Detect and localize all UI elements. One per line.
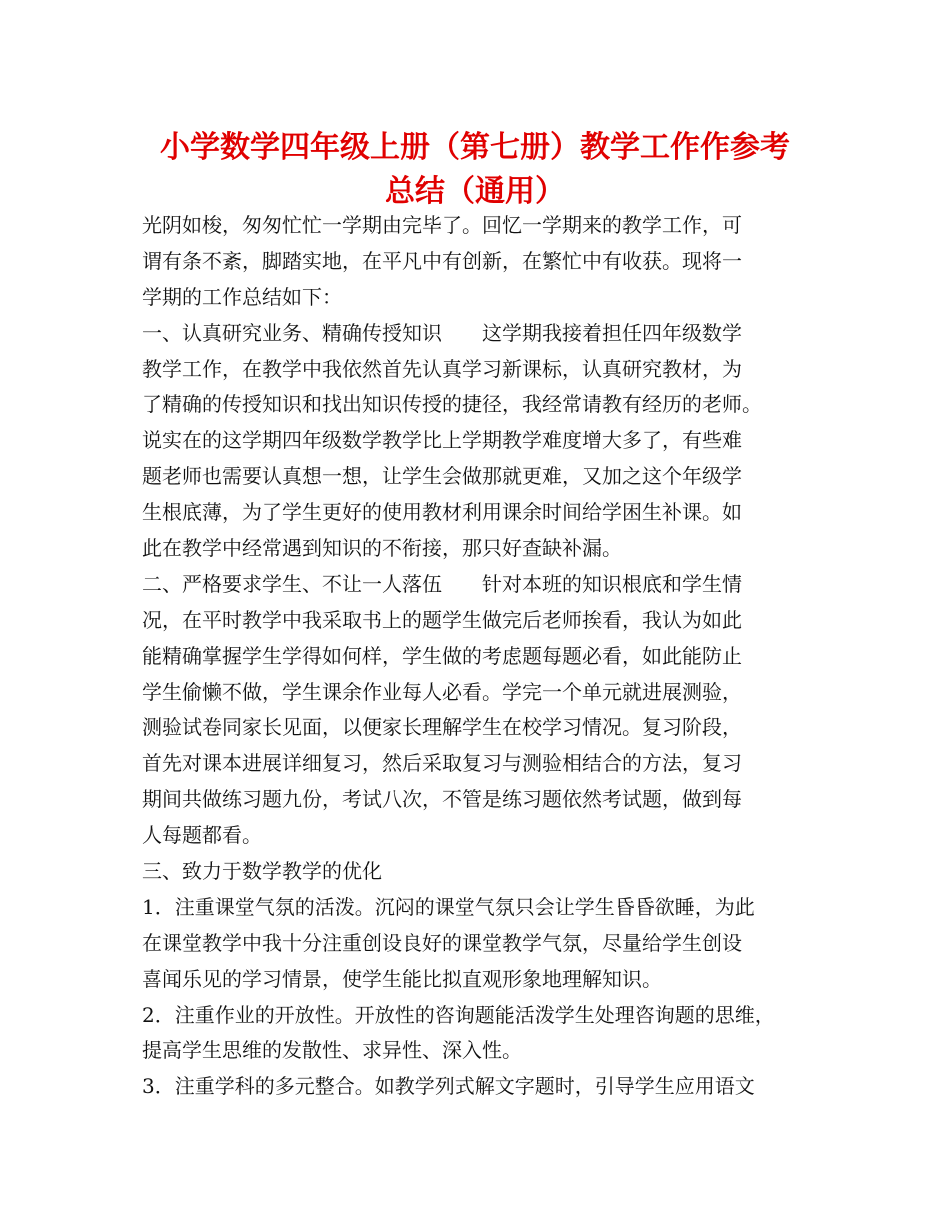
body-line: 此在教学中经常遇到知识的不衔接，那只好查缺补漏。	[142, 536, 622, 561]
body-line: 学生偷懒不做，学生课余作业每人必看。学完一个单元就进展测验，	[142, 679, 742, 704]
body-line: 了精确的传授知识和找出知识传授的捷径，我经常请教有经历的老师。	[142, 392, 762, 417]
body-line: 况，在平时教学中我采取书上的题学生做完后老师挨看，我认为如此	[142, 607, 742, 632]
body-line: 谓有条不紊，脚踏实地，在平凡中有创新，在繁忙中有收获。现将一	[142, 248, 742, 273]
body-line: 期间共做练习题九份，考试八次，不管是练习题依然考试题，做到每	[142, 787, 742, 812]
body-line: 能精确掌握学生学得如何样，学生做的考虑题每题必看，如此能防止	[142, 643, 742, 668]
list-item-line: 1．注重课堂气氛的活泼。沉闷的课堂气氛只会让学生昏昏欲睡，为此	[142, 894, 755, 919]
body-line: 测验试卷同家长见面，以便家长理解学生在校学习情况。复习阶段，	[142, 715, 742, 740]
list-item-line: 3．注重学科的多元整合。如教学列式解文字题时，引导学生应用语文	[142, 1074, 755, 1099]
document-title-line-1: 小学数学四年级上册（第七册）教学工作作参考	[160, 130, 790, 165]
body-line: 喜闻乐见的学习情景，使学生能比拟直观形象地理解知识。	[142, 966, 662, 991]
section-heading-line: 三、致力于数学教学的优化	[142, 859, 382, 884]
body-line: 人每题都看。	[142, 823, 262, 848]
body-line: 提高学生思维的发散性、求异性、深入性。	[142, 1038, 522, 1063]
body-line: 光阴如梭，匆匆忙忙一学期由完毕了。回忆一学期来的教学工作，可	[142, 213, 742, 237]
body-line: 教学工作，在教学中我依然首先认真学习新课标，认真研究教材，为	[142, 356, 742, 381]
body-line: 首先对课本进展详细复习，然后采取复习与测验相结合的方法，复习	[142, 751, 742, 776]
body-line: 题老师也需要认真想一想，让学生会做那就更难，又加之这个年级学	[142, 464, 742, 489]
body-line: 学期的工作总结如下：	[142, 284, 342, 309]
section-heading-line: 一、认真研究业务、精确传授知识 这学期我接着担任四年级数学	[142, 320, 742, 345]
document-title-line-2: 总结（通用）	[385, 174, 565, 209]
body-line: 在课堂教学中我十分注重创设良好的课堂教学气氛，尽量给学生创设	[142, 930, 742, 955]
list-item-line: 2．注重作业的开放性。开放性的咨询题能活泼学生处理咨询题的思维，	[142, 1002, 775, 1027]
body-line: 说实在的这学期四年级数学教学比上学期教学难度增大多了，有些难	[142, 428, 742, 453]
body-line: 生根底薄，为了学生更好的使用教材利用课余时间给学困生补课。如	[142, 500, 742, 525]
document-body	[142, 208, 822, 1105]
section-heading-line: 二、严格要求学生、不让一人落伍 针对本班的知识根底和学生情	[142, 571, 742, 596]
